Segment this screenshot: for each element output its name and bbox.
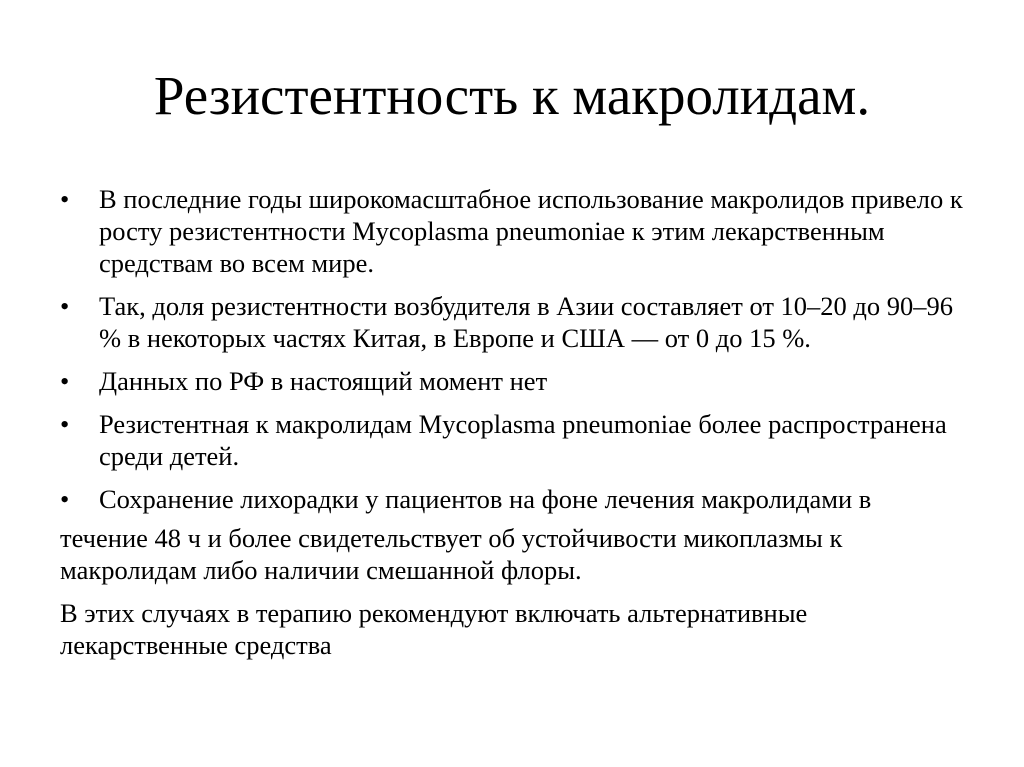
bullet-item [60,408,970,472]
bullet-item [60,365,970,397]
bullet-item [60,483,970,515]
bullet-text: Так, доля резистентности возбудителя в Азии составляет от 10–20 до 90–96 % в некоторых частях Китая, в Европе и США — от 0 до 15 %. [99,291,954,353]
bullet-text: Резистентная к макролидам Mycoplasma pneumoniae более распространена среди детей. [99,409,947,471]
slide-body [60,183,970,672]
bullet-text: В последние годы широкомасштабное использование макролидов привело к росту резистентности Mycoplasma pneumoniae к этим лекарственным средствам во всем мире. [99,184,963,278]
bullet-text: Сохранение лихорадки у пациентов на фоне лечения макролидами в [99,484,872,514]
bullet-marker: • [60,184,70,214]
bullet-item [60,290,970,354]
bullet-marker: • [60,409,70,439]
body-paragraph: В этих случаях в терапию рекомендуют включать альтернативные лекарственные средства [60,598,808,660]
bullet-marker: • [60,291,70,321]
body-paragraph: течение 48 ч и более свидетельствует об устойчивости микоплазмы к макролидам либо наличии смешанной флоры. [60,523,843,585]
bullet-marker: • [60,366,70,396]
bullet-text: Данных по РФ в настоящий момент нет [99,366,548,396]
slide-title: Резистентность к макролидам. [153,65,871,126]
bullet-item [60,183,970,279]
bullet-marker: • [60,484,70,514]
